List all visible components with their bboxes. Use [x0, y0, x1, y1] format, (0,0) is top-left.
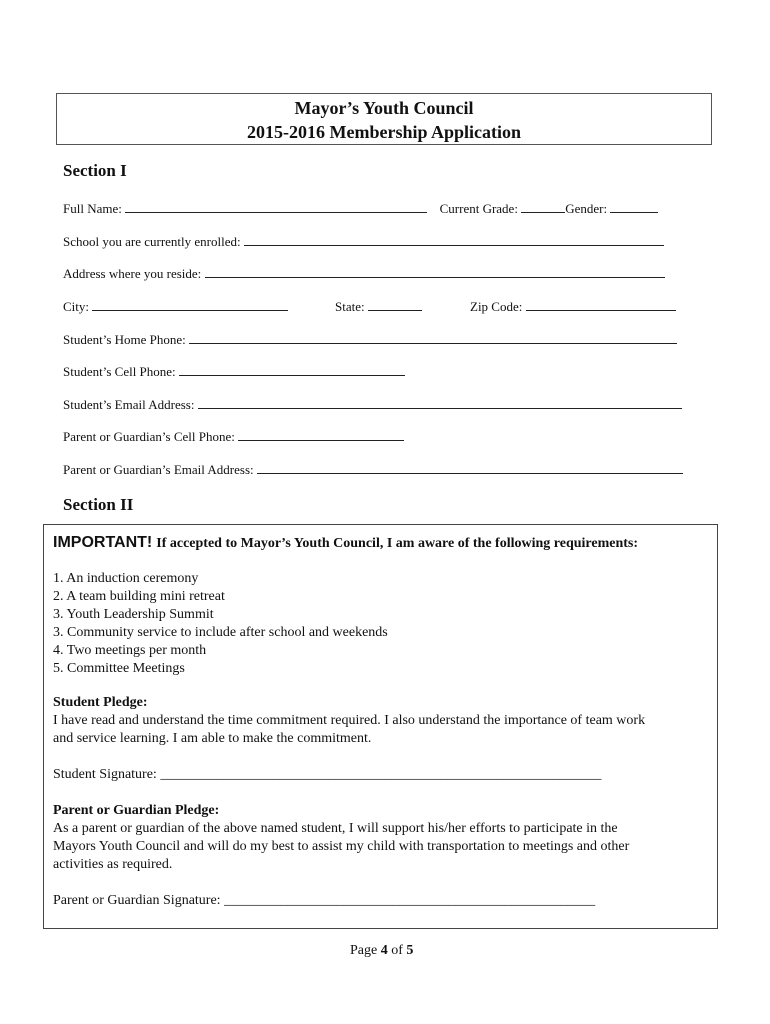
- guardian-pledge-text: activities as required.: [53, 857, 173, 872]
- guardian-cell-field[interactable]: [238, 430, 404, 441]
- requirement-item: 2. A team building mini retreat: [53, 589, 225, 604]
- important-label: IMPORTANT!: [53, 534, 153, 551]
- requirements-list: [53, 570, 388, 678]
- requirement-item: 4. Two meetings per month: [53, 643, 207, 658]
- page-number: 4: [380, 943, 388, 958]
- state-field[interactable]: [368, 300, 422, 311]
- current-grade-field[interactable]: [521, 202, 565, 213]
- important-text: If accepted to Mayor’s Youth Council, I am aware of the following requirements:: [156, 536, 639, 551]
- home-phone-row: [63, 332, 677, 348]
- email-row: [63, 397, 682, 413]
- email-label: Student’s Email Address:: [63, 397, 195, 412]
- requirement-item: 5. Committee Meetings: [53, 661, 185, 676]
- important-line: [53, 534, 638, 552]
- requirement-item: 1. An induction ceremony: [53, 571, 199, 586]
- guardian-pledge-text: Mayors Youth Council and will do my best to assist my child with transportation to meetings and other: [53, 839, 630, 854]
- section-1-heading: Section I: [63, 161, 127, 180]
- guardian-email-row: [63, 462, 683, 478]
- address-field[interactable]: [205, 267, 665, 278]
- current-grade-label: Current Grade:: [439, 201, 518, 216]
- guardian-pledge-heading: Parent or Guardian Pledge:: [53, 803, 220, 818]
- cell-phone-row: [63, 364, 405, 380]
- email-field[interactable]: [198, 398, 682, 409]
- full-name-field[interactable]: [125, 202, 427, 213]
- home-phone-label: Student’s Home Phone:: [63, 332, 186, 347]
- form-title: Mayor’s Youth Council: [294, 98, 474, 118]
- guardian-signature-line[interactable]: Parent or Guardian Signature: _____________________________________________________: [53, 893, 596, 908]
- student-pledge: [53, 694, 645, 748]
- cell-phone-field[interactable]: [179, 365, 405, 376]
- section-2-heading: Section II: [63, 495, 134, 514]
- address-label: Address where you reside:: [63, 266, 202, 281]
- full-name-row: [63, 201, 658, 217]
- guardian-email-field[interactable]: [257, 463, 683, 474]
- guardian-cell-row: [63, 429, 404, 445]
- city-label-wrap: [63, 299, 288, 315]
- home-phone-field[interactable]: [189, 333, 677, 344]
- guardian-pledge-text: As a parent or guardian of the above named student, I will support his/her efforts to participate in the: [53, 821, 618, 836]
- requirement-item: 3. Youth Leadership Summit: [53, 607, 214, 622]
- school-label: School you are currently enrolled:: [63, 234, 241, 249]
- city-field[interactable]: [92, 300, 288, 311]
- school-row: [63, 234, 664, 250]
- student-pledge-text: I have read and understand the time commitment required. I also understand the importance of team work: [53, 713, 646, 728]
- cell-phone-label: Student’s Cell Phone:: [63, 364, 176, 379]
- title-box: [56, 93, 712, 145]
- guardian-pledge: [53, 802, 629, 874]
- page-label: Page: [350, 943, 378, 958]
- guardian-email-label: Parent or Guardian’s Email Address:: [63, 462, 254, 477]
- address-row: [63, 266, 665, 282]
- requirements-box: [43, 524, 718, 929]
- form-subtitle: 2015-2016 Membership Application: [246, 122, 521, 142]
- zip-field[interactable]: [526, 300, 676, 311]
- state-label-wrap: [335, 299, 422, 315]
- city-label: City:: [63, 299, 90, 314]
- page-indicator: [350, 943, 413, 959]
- requirement-item: 3. Community service to include after school and weekends: [53, 625, 388, 640]
- full-name-label: Full Name:: [63, 201, 122, 216]
- guardian-cell-label: Parent or Guardian’s Cell Phone:: [63, 429, 235, 444]
- of-label: of: [391, 943, 403, 958]
- page-total: 5: [406, 943, 414, 958]
- gender-field[interactable]: [610, 202, 658, 213]
- student-pledge-text: and service learning. I am able to make the commitment.: [53, 731, 372, 746]
- school-field[interactable]: [244, 235, 664, 246]
- gender-label: Gender:: [565, 201, 608, 216]
- student-pledge-heading: Student Pledge:: [53, 695, 148, 710]
- state-label: State:: [335, 299, 365, 314]
- student-signature-line[interactable]: Student Signature: _______________________________________________________________: [53, 767, 602, 782]
- zip-label-wrap: [470, 299, 676, 315]
- zip-label: Zip Code:: [470, 299, 523, 314]
